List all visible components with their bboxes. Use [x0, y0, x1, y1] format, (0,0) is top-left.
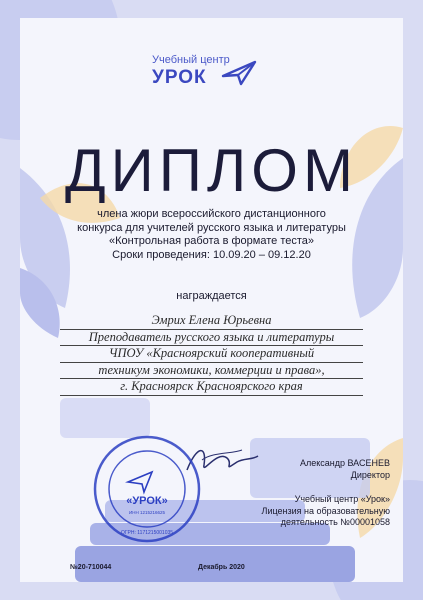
- signatory-position: Директор: [350, 469, 390, 480]
- logo-main-text: УРОК: [152, 67, 207, 88]
- description-line: конкурса для учителей русского языка и литературы: [77, 221, 346, 234]
- awarded-label: награждается: [176, 290, 247, 302]
- recipient-line: ЧПОУ «Красноярский кооперативный: [60, 346, 363, 363]
- description-line: члена жюри всероссийского дистанционного: [97, 208, 326, 220]
- stamp-inn: ИНН 1215216625: [128, 510, 166, 515]
- stamp-plane-icon: [128, 472, 152, 492]
- certificate-date: Декабрь 2020: [198, 564, 245, 571]
- organization-line: Лицензия на образовательную: [261, 505, 390, 516]
- stamp-center-text: «УРОК»: [126, 495, 168, 507]
- organization-line: Учебный центр «Урок»: [294, 494, 390, 504]
- recipient-line: г. Красноярск Красноярского края: [60, 379, 363, 396]
- organization-info: [230, 494, 390, 529]
- signatory-name: Александр ВАСЕНЕВ: [299, 458, 390, 468]
- recipient-name: Эмрих Елена Юрьевна: [60, 313, 363, 330]
- book-5: [60, 398, 150, 438]
- logo: [138, 50, 288, 96]
- recipient-block: [60, 313, 363, 396]
- logo-top-text: Учебный центр: [152, 54, 230, 66]
- recipient-line: Преподаватель русского языка и литературы: [60, 330, 363, 347]
- description-line: «Контрольная работа в формате теста»: [109, 235, 314, 247]
- official-stamp: [92, 434, 202, 544]
- description: [60, 208, 363, 262]
- signatory: [240, 458, 390, 481]
- page-title: ДИПЛОМ: [65, 137, 358, 204]
- stamp-ogrn: ОГРН: 1171215001035: [120, 530, 174, 536]
- recipient-line: техникум экономики, коммерции и права»,: [60, 363, 363, 380]
- organization-line: деятельность №00001058: [280, 517, 390, 527]
- certificate-number: №20-710044: [70, 564, 112, 571]
- paper-plane-icon: [221, 60, 257, 86]
- description-line: Сроки проведения: 10.09.20 – 09.12.20: [112, 248, 311, 261]
